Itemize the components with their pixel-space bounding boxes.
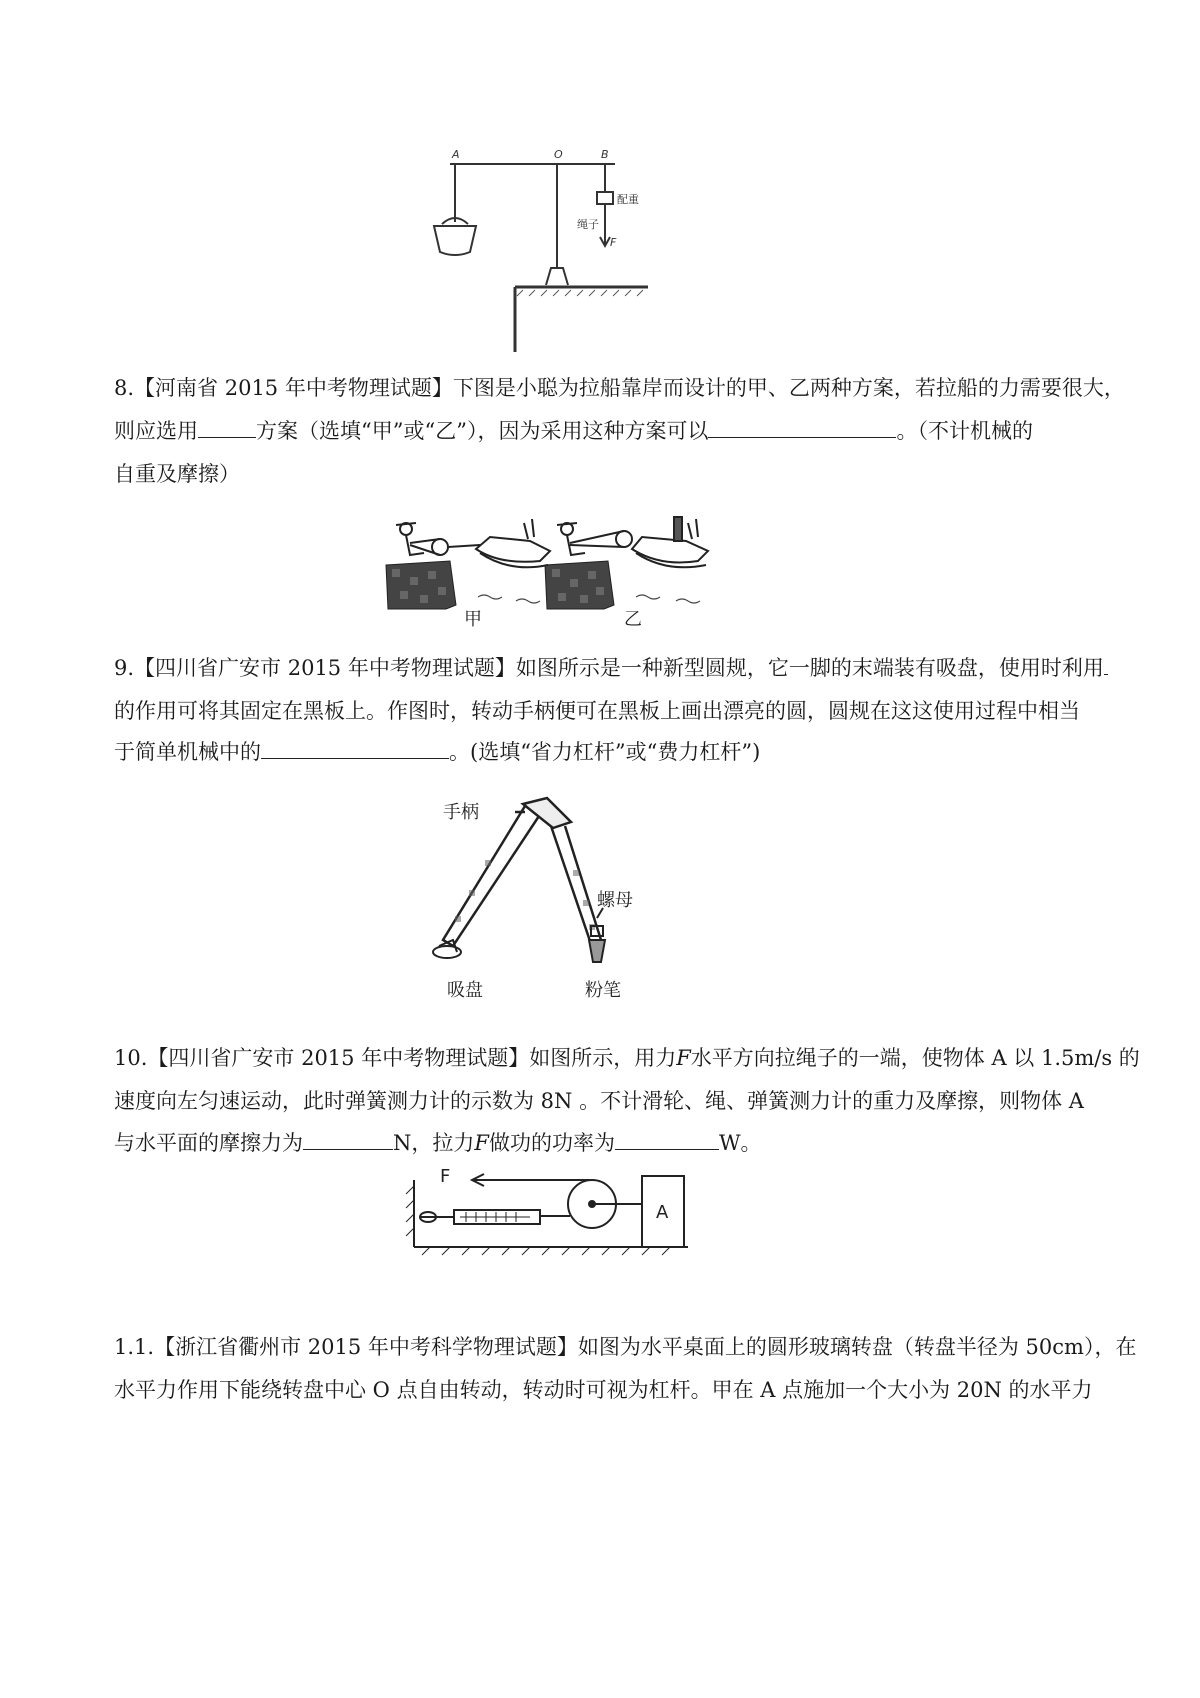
label-jia: 甲 — [464, 609, 482, 630]
q10-f-symbol-2: F — [474, 1131, 489, 1155]
q9-line-1 — [114, 653, 1108, 683]
q10-text-2: 速度向左匀速运动，此时弹簧测力计的示数为 8N 。不计滑轮、绳、弹簧测力计的重力及摩擦，则物体 A — [114, 1089, 1084, 1113]
q9-text-2: 的作用可将其固定在黑板上。作图时，转动手柄便可在黑板上画出漂亮的圆，圆规在这这使用过程中相当 — [114, 699, 1080, 723]
q11-number: 1.1. — [114, 1335, 155, 1359]
q8-text-2a: 则应选用 — [114, 419, 198, 443]
q9-number: 9. — [114, 656, 135, 680]
q8-text-3: 自重及摩擦） — [114, 462, 240, 486]
q8-line-3 — [114, 459, 240, 489]
label-yi: 乙 — [624, 609, 642, 630]
q9-source: 【四川省广安市 2015 年中考物理试题】 — [134, 656, 516, 680]
lever-crane-figure — [420, 140, 660, 358]
q10-number: 10. — [114, 1046, 148, 1070]
label-handle: 手柄 — [443, 802, 479, 823]
boat-pulling-figure — [380, 505, 725, 635]
q10-text-1a: 如图所示，用力 — [529, 1046, 677, 1070]
q8-text-2b: 方案（选填“甲”或“乙”），因为采用这种方案可以 — [256, 419, 709, 443]
q9-blank-1 — [1104, 654, 1108, 675]
label-o: O — [554, 148, 563, 161]
label-counterweight: 配重 — [617, 193, 639, 206]
q10-line-2 — [114, 1086, 1084, 1116]
q8-line-1 — [114, 373, 1125, 403]
q9-text-3b: 。(选填“省力杠杆”或“费力杠杆”) — [449, 740, 761, 764]
q9-line-3 — [114, 737, 760, 767]
label-f: F — [440, 1166, 451, 1187]
q10-text-3a: 与水平面的摩擦力为 — [114, 1131, 303, 1155]
q8-source: 【河南省 2015 年中考物理试题】 — [134, 376, 453, 400]
q8-line-2 — [114, 416, 1033, 446]
q11-line-2 — [114, 1375, 1093, 1405]
q10-blank-2 — [615, 1129, 719, 1150]
q8-blank-2 — [708, 417, 896, 438]
label-a: A — [452, 148, 460, 161]
q9-text-3a: 于简单机械中的 — [114, 740, 261, 764]
q9-line-2 — [114, 696, 1080, 726]
pulley-figure — [400, 1162, 700, 1262]
q10-source: 【四川省广安市 2015 年中考物理试题】 — [147, 1046, 530, 1070]
q10-line-1 — [114, 1043, 1140, 1073]
q8-text-2c: 。（不计机械的 — [896, 419, 1033, 443]
q8-number: 8. — [114, 376, 135, 400]
label-nut: 螺母 — [597, 890, 633, 911]
q11-source: 【浙江省衢州市 2015 年中考科学物理试题】 — [154, 1335, 578, 1359]
label-chalk: 粉笔 — [585, 980, 621, 1001]
q8-blank-1 — [198, 417, 256, 438]
q10-f-symbol-1: F — [676, 1046, 691, 1070]
label-f: F — [610, 236, 617, 249]
q10-text-3b: N，拉力 — [393, 1131, 475, 1155]
compass-figure — [425, 790, 670, 1010]
q9-text-1: 如图所示是一种新型圆规，它一脚的末端装有吸盘，使用时利用 — [515, 656, 1104, 680]
q8-text-1: 下图是小聪为拉船靠岸而设计的甲、乙两种方案，若拉船的力需要很大， — [452, 376, 1125, 400]
label-b: B — [601, 148, 609, 161]
q10-line-3 — [114, 1128, 762, 1158]
q9-blank-2 — [261, 738, 449, 759]
q10-text-3d: W。 — [718, 1131, 762, 1155]
q10-text-1b: 水平方向拉绳子的一端，使物体 A 以 1.5m/s 的 — [690, 1046, 1140, 1070]
q11-text-1: 如图为水平桌面上的圆形玻璃转盘（转盘半径为 50cm），在 — [577, 1335, 1137, 1359]
q11-line-1 — [114, 1332, 1136, 1362]
q11-text-2: 水平力作用下能绕转盘中心 O 点自由转动，转动时可视为杠杆。甲在 A 点施加一个大小为 20N 的水平力 — [114, 1378, 1093, 1402]
q10-text-3c: 做功的功率为 — [488, 1131, 615, 1155]
q10-blank-1 — [303, 1129, 393, 1150]
label-a: A — [656, 1202, 669, 1223]
label-rope: 绳子 — [577, 218, 599, 231]
label-suction: 吸盘 — [447, 980, 483, 1001]
